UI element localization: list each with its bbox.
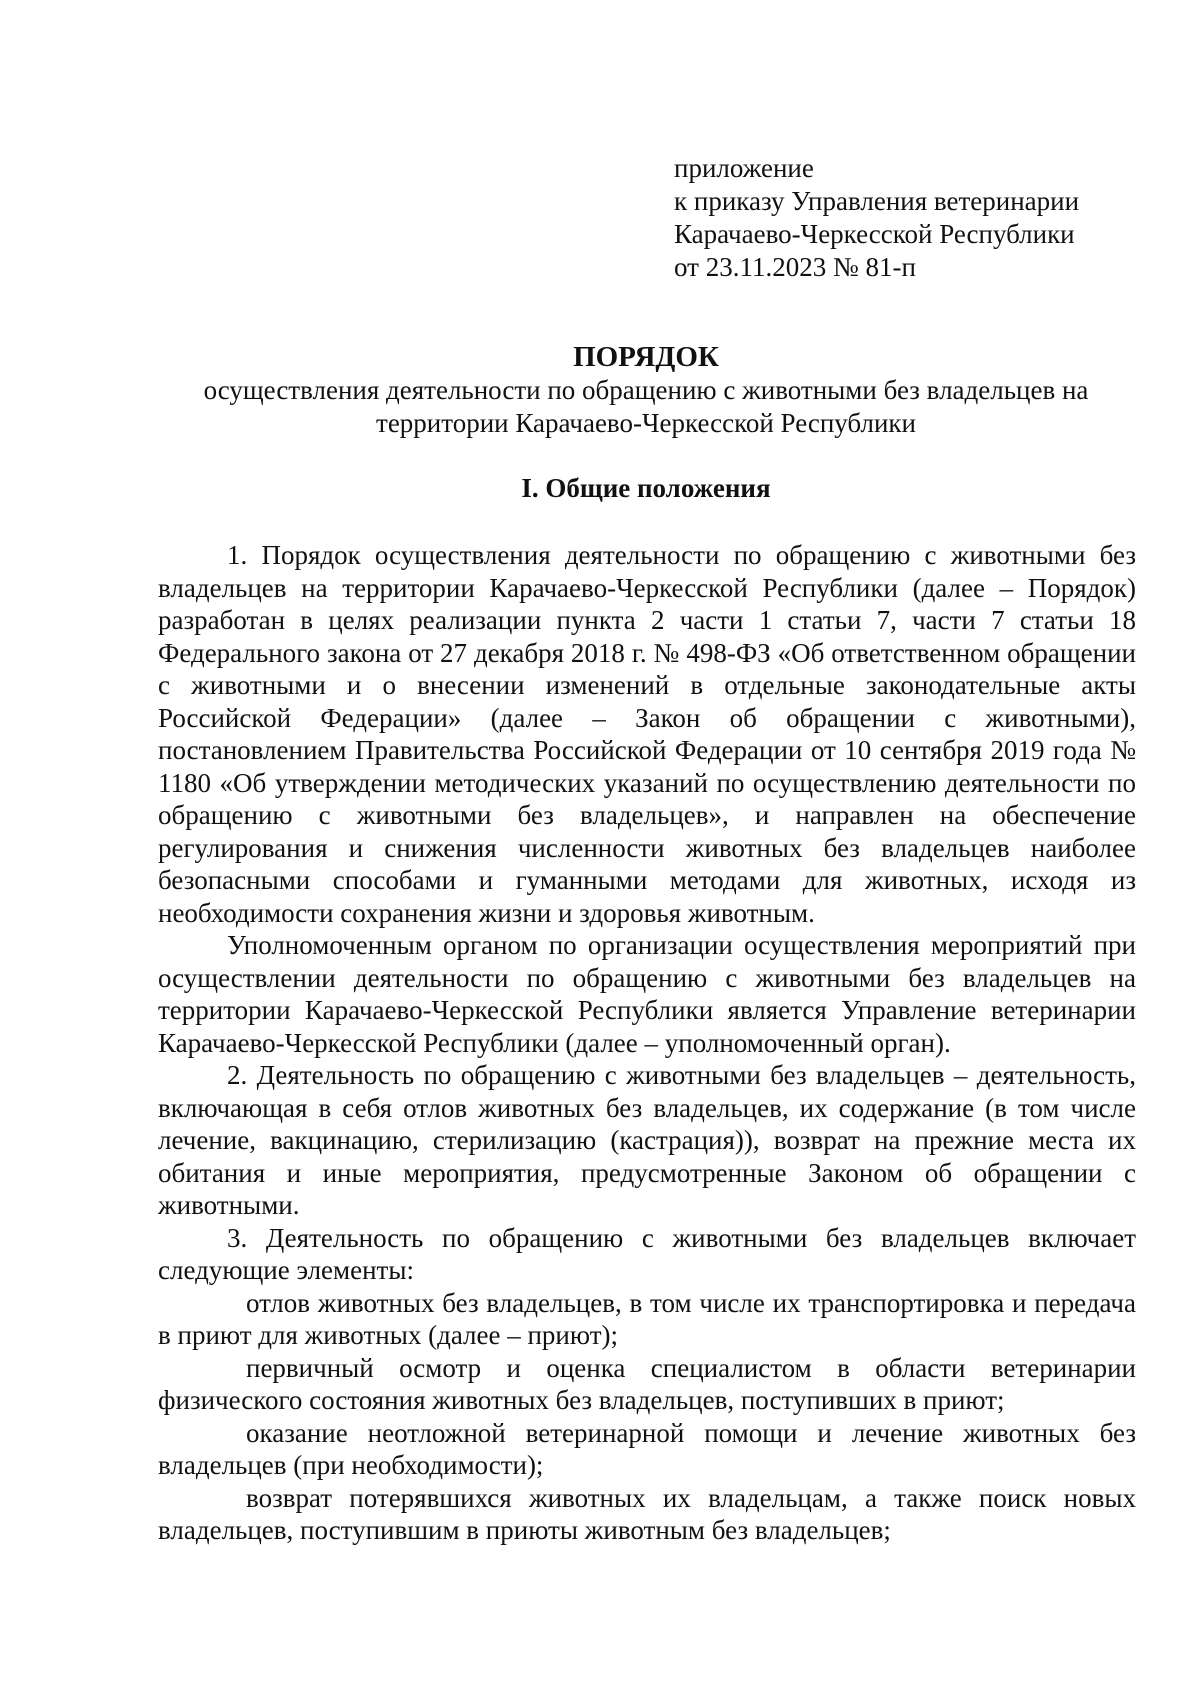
appendix-line: приложение xyxy=(674,153,814,183)
list-item: отлов животных без владельцев, в том числе их транспортировка и передача в приют для животных (далее – приют); xyxy=(158,1287,1136,1350)
paragraph-3: 3. Деятельность по обращению с животными без владельцев включает следующие элементы: xyxy=(158,1222,1136,1285)
appendix-block xyxy=(674,152,1079,284)
section-heading: I. Общие положения xyxy=(521,473,771,503)
appendix-line: к приказу Управления ветеринарии xyxy=(674,186,1080,216)
paragraph-2: 2. Деятельность по обращению с животными без владельцев – деятельность, включающая в себя отлов животных без владельцев, их содержание (в том числе лечение, вакцинацию, стерилизацию (кастрация)), возврат на прежние места их обитания и иные мероприятия, предусмотренные Законом об обращении с животными. xyxy=(158,1060,1136,1220)
paragraph-1: 1. Порядок осуществления деятельности по обращению с животными без владельцев на территории Карачаево-Черкесской Республики (далее – Порядок) разработан в целях реализации пункта 2 части 1 статьи 7, части 7 статьи 18 Федерального закона от 27 декабря 2018 г. № 498-ФЗ «Об ответственном обращении с животными и о внесении изменений в отдельные законодательные акты Российской Федерации» (далее – Закон об обращении с животными), постановлением Правительства Российской Федерации от 10 сентября 2019 года № 1180 «Об утверждении методических указаний по осуществлению деятельности по обращению с животными без владельцев», и направлен на обеспечение регулирования и снижения численности животных без владельцев наиболее безопасными способами и гуманными методами для животных, исходя из необходимости сохранения жизни и здоровья животным. xyxy=(158,540,1136,928)
document-body xyxy=(158,539,1136,1547)
list-item: оказание неотложной ветеринарной помощи и лечение животных без владельцев (при необходимости); xyxy=(158,1417,1136,1480)
paragraph-authorized-body: Уполномоченным органом по организации осуществления мероприятий при осуществлении деятельности по обращению с животными без владельцев на территории Карачаево-Черкесской Республики является Управление ветеринарии Карачаево-Черкесской Республики (далее – уполномоченный орган). xyxy=(158,930,1136,1058)
appendix-order-date-number: от 23.11.2023 № 81-п xyxy=(674,252,916,282)
list-item: первичный осмотр и оценка специалистом в области ветеринарии физического состояния животных без владельцев, поступивших в приют; xyxy=(158,1352,1136,1415)
document-subtitle: осуществления деятельности по обращению с животными без владельцев на территории Карачаево-Черкесской Республики xyxy=(203,375,1089,438)
list-item: возврат потерявшихся животных их владельцам, а также поиск новых владельцев, поступившим в приюты животным без владельцев; xyxy=(158,1482,1136,1545)
appendix-line: Карачаево-Черкесской Республики xyxy=(674,219,1075,249)
document-title: ПОРЯДОК xyxy=(573,341,719,373)
